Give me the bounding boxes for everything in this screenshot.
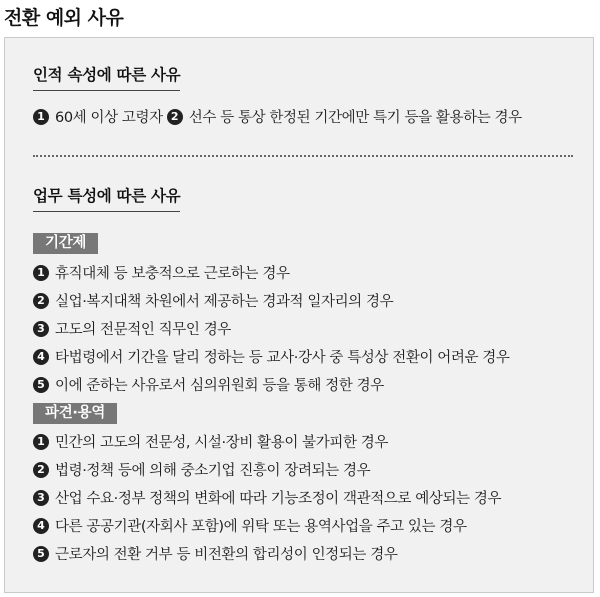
dotted-divider (33, 155, 573, 157)
list-item (33, 459, 370, 480)
list-item-text: 선수 등 통상 한정된 기간에만 특기 등을 활용하는 경우 (188, 110, 522, 126)
list-item-text: 산업 수요·정부 정책의 변화에 따라 기능조정이 객관적으로 예상되는 경우 (55, 491, 502, 507)
list-item (33, 515, 467, 536)
content-box (4, 37, 594, 593)
list-item (33, 487, 501, 508)
section-heading-work: 업무 특성에 따른 사유 (33, 184, 180, 206)
list-item-text: 60세 이상 고령자 (55, 110, 163, 126)
list-item (33, 374, 384, 395)
list-item-text: 휴직대체 등 보충적으로 근로하는 경우 (55, 266, 290, 282)
list-item-text: 고도의 전문적인 직무인 경우 (55, 322, 231, 338)
personal-items-line (33, 106, 522, 127)
list-item-text: 이에 준하는 사유로서 심의위원회 등을 통해 정한 경우 (55, 378, 384, 394)
number-badge: 2 (167, 109, 183, 125)
list-item-text: 법령·정책 등에 의해 중소기업 진흥이 장려되는 경우 (55, 463, 371, 479)
list-item-text: 근로자의 전환 거부 등 비전환의 합리성이 인정되는 경우 (55, 547, 398, 563)
group-label-fixed-term: 기간제 (33, 233, 98, 254)
list-item (33, 262, 290, 283)
number-badge: 3 (33, 490, 49, 506)
number-badge: 1 (33, 265, 49, 281)
list-item-text: 다른 공공기관(자회사 포함)에 위탁 또는 용역사업을 주고 있는 경우 (55, 519, 467, 535)
group-label-dispatch-service: 파견·용역 (33, 403, 117, 424)
number-badge: 3 (33, 321, 49, 337)
section-heading-personal: 인적 속성에 따른 사유 (33, 63, 180, 85)
number-badge: 4 (33, 518, 49, 534)
number-badge: 1 (33, 109, 49, 125)
number-badge: 4 (33, 349, 49, 365)
list-item (33, 318, 231, 339)
number-badge: 2 (33, 293, 49, 309)
heading-underline (33, 90, 180, 91)
list-item-text: 타법령에서 기간을 달리 정하는 등 교사·강사 중 특성상 전환이 어려운 경우 (55, 350, 510, 366)
number-badge: 2 (33, 462, 49, 478)
number-badge: 1 (33, 434, 49, 450)
list-item-text: 실업·복지대책 차원에서 제공하는 경과적 일자리의 경우 (55, 294, 394, 310)
number-badge: 5 (33, 377, 49, 393)
list-item (33, 431, 388, 452)
list-item (33, 346, 510, 367)
page-title: 전환 예외 사유 (4, 7, 124, 29)
list-item (33, 290, 393, 311)
list-item (33, 543, 397, 564)
heading-underline (33, 211, 180, 212)
number-badge: 5 (33, 546, 49, 562)
list-item-text: 민간의 고도의 전문성, 시설·장비 활용이 불가피한 경우 (55, 435, 389, 451)
